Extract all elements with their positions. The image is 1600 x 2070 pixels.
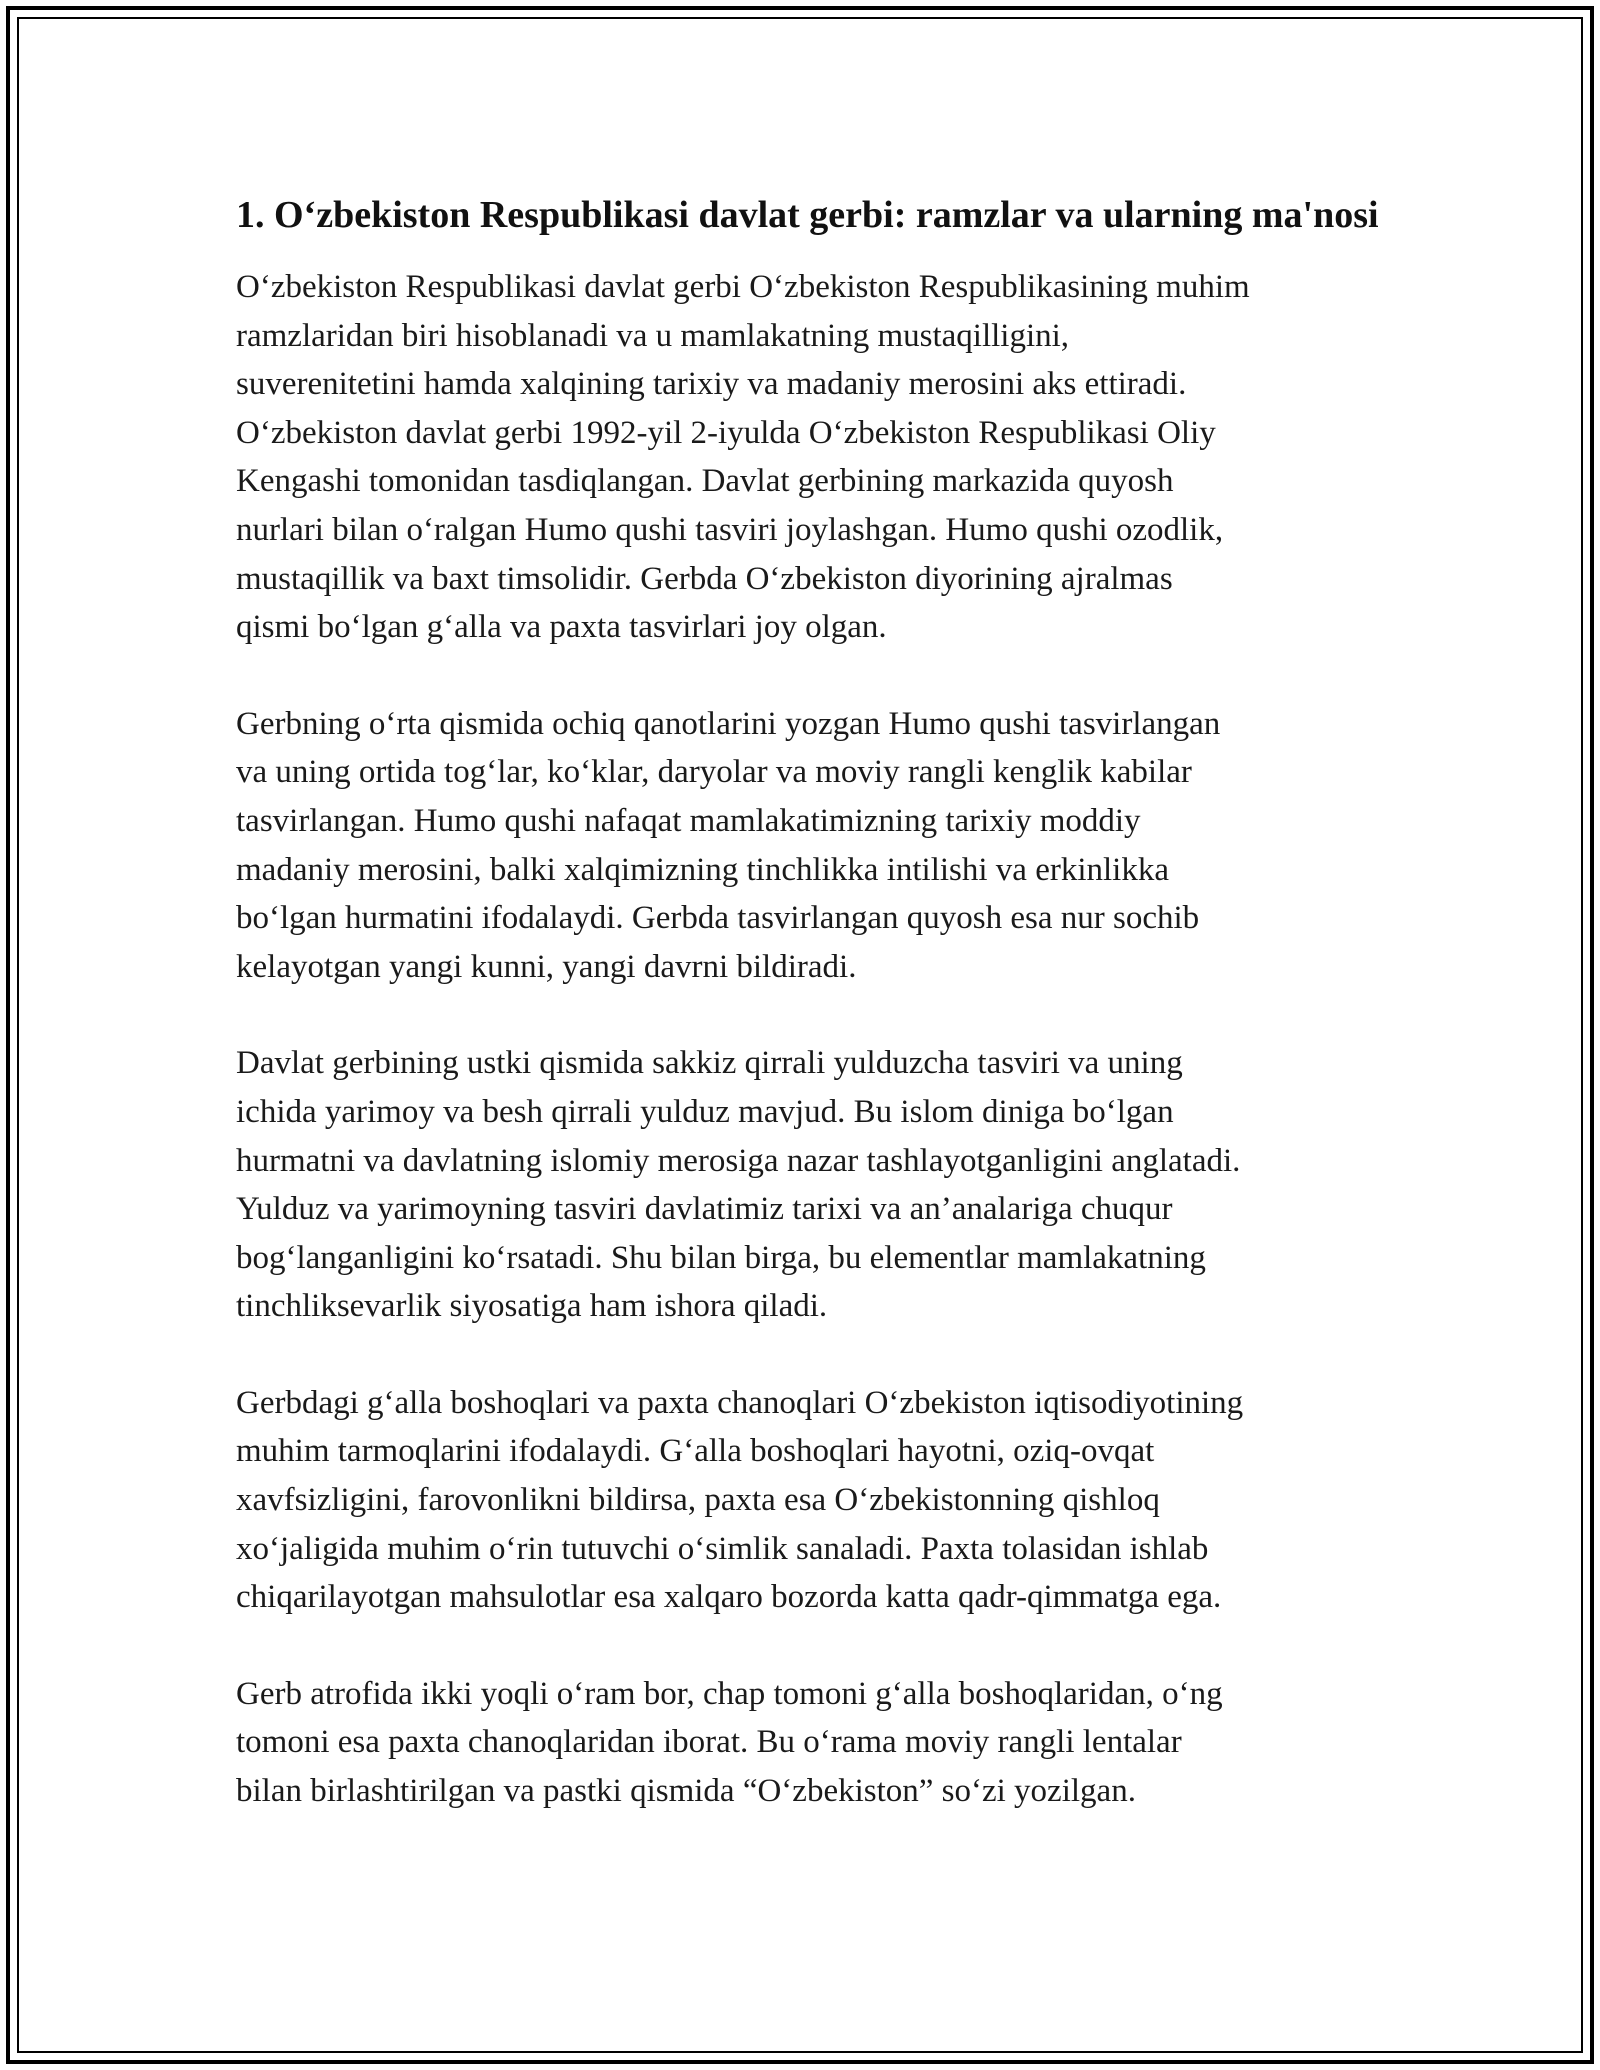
document-body [236, 188, 1386, 1864]
paragraph-5: Gerb atrofida ikki yoqli o‘ram bor, chap tomoni g‘alla boshoqlaridan, o‘ng tomoni esa paxta chanoqlaridan iborat. Bu o‘rama moviy rangli lentalar bilan birlashtirilgan va pastki qismida “O‘zbekiston” so‘zi yozilgan. [236, 1675, 1223, 1810]
paragraph-4: Gerbdagi g‘alla boshoqlari va paxta chanoqlari O‘zbekiston iqtisodiyotining muhim tarmoqlarini ifodalaydi. G‘alla boshoqlari hayotni, oziq-ovqat xavfsizligini, farovonlikni bildirsa, paxta esa O‘zbekistonning qishloq xo‘jaligida muhim o‘rin tutuvchi o‘simlik sanaladi. Paxta tolasidan ishlab chiqarilayotgan mahsulotlar esa xalqaro bozorda katta qadr-qimmatga ega. [236, 1384, 1244, 1616]
paragraph-3: Davlat gerbining ustki qismida sakkiz qirrali yulduzcha tasviri va uning ichida yarimoy va besh qirrali yulduz mavjud. Bu islom diniga bo‘lgan hurmatni va davlatning islomiy merosiga nazar tashlayotganligini anglatadi. Yulduz va yarimoyning tasviri davlatimiz tarixi va an’analariga chuqur bog‘langanligini ko‘rsatadi. Shu bilan birga, bu elementlar mamlakatning tinchliksevarlik siyosatiga ham ishora qiladi. [236, 1045, 1241, 1325]
document-title: 1. O‘zbekiston Respublikasi davlat gerbi: ramzlar va ularning ma'nosi [236, 194, 1379, 236]
paragraph-2: Gerbning o‘rta qismida ochiq qanotlarini yozgan Humo qushi tasvirlangan va uning ortida tog‘lar, ko‘klar, daryolar va moviy rangli kenglik kabilar tasvirlangan. Humo qushi nafaqat mamlakatimizning tarixiy moddiy madaniy merosini, balki xalqimizning tinchlikka intilishi va erkinlikka bo‘lgan hurmatini ifodalaydi. Gerbda tasvirlangan quyosh esa nur sochib kelayotgan yangi kunni, yangi davrni bildiradi. [236, 705, 1221, 985]
paragraph-1: O‘zbekiston Respublikasi davlat gerbi O‘zbekiston Respublikasining muhim ramzlaridan biri hisoblanadi va u mamlakatning mustaqilligini, suverenitetini hamda xalqining tarixiy va madaniy merosini aks ettiradi. O‘zbekiston davlat gerbi 1992-yil 2-iyulda O‘zbekiston Respublikasi Oliy Kengashi tomonidan tasdiqlangan. Davlat gerbining markazida quyosh nurlari bilan o‘ralgan Humo qushi tasviri joylashgan. Humo qushi ozodlik, mustaqillik va baxt timsolidir. Gerbda O‘zbekiston diyorining ajralmas qismi bo‘lgan g‘alla va paxta tasvirlari joy olgan. [236, 269, 1250, 646]
